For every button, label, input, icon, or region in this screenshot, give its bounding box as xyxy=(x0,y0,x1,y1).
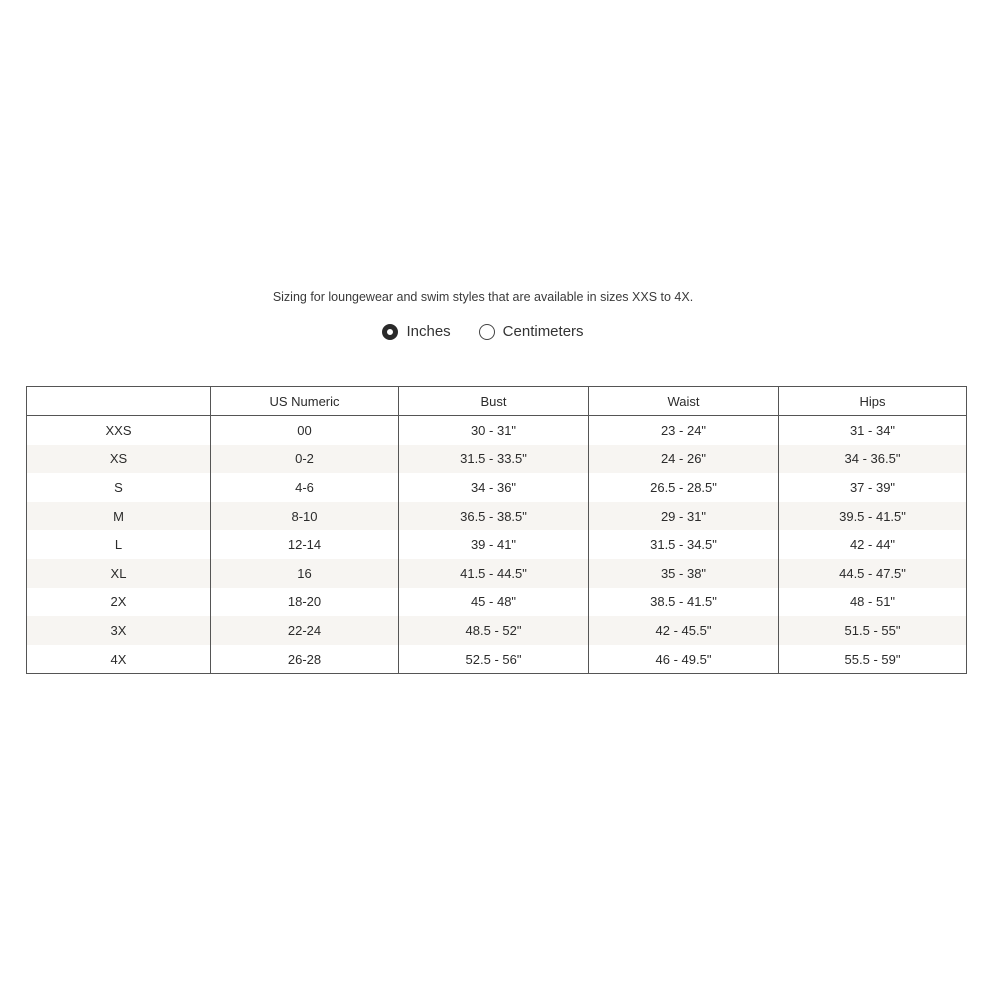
cell-us-numeric: 00 xyxy=(211,416,399,445)
cell-bust: 39 - 41" xyxy=(399,530,589,559)
header-waist: Waist xyxy=(589,387,779,416)
cell-hips: 44.5 - 47.5" xyxy=(779,559,967,588)
cell-waist: 23 - 24" xyxy=(589,416,779,445)
cell-bust: 34 - 36" xyxy=(399,473,589,502)
cell-size: 2X xyxy=(27,588,211,617)
cell-bust: 31.5 - 33.5" xyxy=(399,445,589,474)
cell-hips: 48 - 51" xyxy=(779,588,967,617)
cell-hips: 37 - 39" xyxy=(779,473,967,502)
cell-waist: 38.5 - 41.5" xyxy=(589,588,779,617)
cell-waist: 24 - 26" xyxy=(589,445,779,474)
header-size xyxy=(27,387,211,416)
cell-size: S xyxy=(27,473,211,502)
cell-waist: 42 - 45.5" xyxy=(589,616,779,645)
cell-waist: 46 - 49.5" xyxy=(589,645,779,674)
cell-hips: 55.5 - 59" xyxy=(779,645,967,674)
table-row xyxy=(27,473,967,502)
header-hips: Hips xyxy=(779,387,967,416)
cell-us-numeric: 18-20 xyxy=(211,588,399,617)
cell-bust: 30 - 31" xyxy=(399,416,589,445)
radio-checked-icon[interactable] xyxy=(382,324,398,340)
cell-us-numeric: 8-10 xyxy=(211,502,399,531)
cell-waist: 35 - 38" xyxy=(589,559,779,588)
cell-size: 3X xyxy=(27,616,211,645)
cell-size: M xyxy=(27,502,211,531)
cell-size: XS xyxy=(27,445,211,474)
cell-hips: 34 - 36.5" xyxy=(779,445,967,474)
cell-waist: 31.5 - 34.5" xyxy=(589,530,779,559)
cell-bust: 41.5 - 44.5" xyxy=(399,559,589,588)
cell-bust: 36.5 - 38.5" xyxy=(399,502,589,531)
cell-hips: 39.5 - 41.5" xyxy=(779,502,967,531)
cell-us-numeric: 26-28 xyxy=(211,645,399,674)
unit-option-label: Inches xyxy=(406,323,451,340)
table-row xyxy=(27,445,967,474)
table-row xyxy=(27,645,967,674)
cell-bust: 48.5 - 52" xyxy=(399,616,589,645)
table-row xyxy=(27,559,967,588)
cell-bust: 45 - 48" xyxy=(399,588,589,617)
cell-us-numeric: 12-14 xyxy=(211,530,399,559)
unit-option-inches[interactable] xyxy=(382,323,450,340)
header-bust: Bust xyxy=(399,387,589,416)
radio-unchecked-icon[interactable] xyxy=(479,324,495,340)
table-row xyxy=(27,530,967,559)
header-us-numeric: US Numeric xyxy=(211,387,399,416)
cell-size: XL xyxy=(27,559,211,588)
unit-option-label: Centimeters xyxy=(502,323,584,340)
table-row xyxy=(27,616,967,645)
cell-us-numeric: 4-6 xyxy=(211,473,399,502)
table-row xyxy=(27,588,967,617)
table-header-row xyxy=(27,387,967,416)
table-row xyxy=(27,416,967,445)
table-row xyxy=(27,502,967,531)
cell-us-numeric: 22-24 xyxy=(211,616,399,645)
cell-us-numeric: 16 xyxy=(211,559,399,588)
unit-toggle xyxy=(0,323,966,340)
cell-hips: 31 - 34" xyxy=(779,416,967,445)
cell-size: XXS xyxy=(27,416,211,445)
cell-size: 4X xyxy=(27,645,211,674)
unit-option-centimeters[interactable] xyxy=(479,323,584,340)
sizing-intro-text: Sizing for loungewear and swim styles that are available in sizes XXS to 4X. xyxy=(272,290,694,304)
cell-hips: 42 - 44" xyxy=(779,530,967,559)
cell-bust: 52.5 - 56" xyxy=(399,645,589,674)
size-chart-table xyxy=(26,386,967,674)
cell-us-numeric: 0-2 xyxy=(211,445,399,474)
cell-hips: 51.5 - 55" xyxy=(779,616,967,645)
cell-size: L xyxy=(27,530,211,559)
cell-waist: 26.5 - 28.5" xyxy=(589,473,779,502)
cell-waist: 29 - 31" xyxy=(589,502,779,531)
